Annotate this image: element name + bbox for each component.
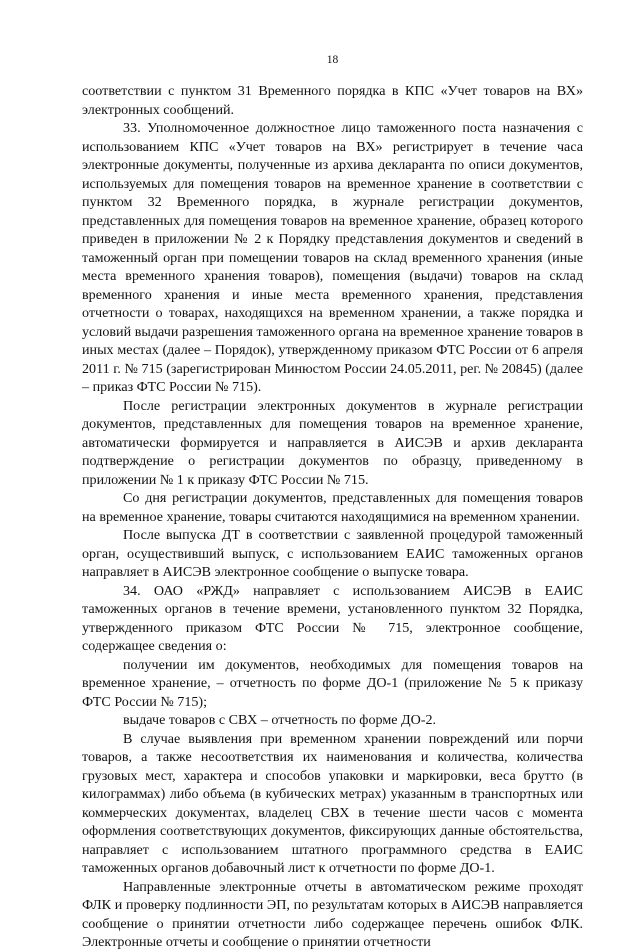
paragraph: выдаче товаров с СВХ – отчетность по форме ДО-2. [123, 712, 437, 728]
body-text [82, 82, 583, 952]
paragraph: После выпуска ДТ в соответствии с заявленной процедурой таможенный орган, осуществивший выпуск, с использованием ЕАИС таможенных органов направляет в АИСЭВ электронное сообщение о выпуске товара. [82, 527, 583, 580]
paragraph: 33. Уполномоченное должностное лицо таможенного поста назначения с использованием КПС «Учет товаров на ВХ» регистрирует в течение часа электронные документы, полученные из архива декларанта по описи документов, используемых для помещения товаров на временное хранение в соответствии с пунктом 32 Временного порядка, в журнале регистрации документов, представленных для помещения товаров на временное хранение, образец которого приведен в приложении № 2 к Порядку представления документов и сведений в таможенный орган при помещении товаров на склад временного хранения (иные места временного хранения товаров), помещения (выдачи) товаров на склад временного хранения и иные места временного хранения, представления отчетности о товарах, находящихся на временном хранении, а также порядка и условий выдачи разрешения таможенного органа на временное хранение товаров в иных местах (далее – Порядок), утвержденному приказом ФТС России от 6 апреля 2011 г. № 715 (зарегистрирован Минюстом России 24.05.2011, рег. № 20845) (далее – приказ ФТС России № 715). [82, 120, 583, 395]
paragraph: 34. ОАО «РЖД» направляет с использованием АИСЭВ в ЕАИС таможенных органов в течение времени, установленного пунктом 32 Порядка, утвержденного приказом ФТС России № 715, электронное сообщение, содержащее сведения о: [82, 582, 583, 654]
paragraph: После регистрации электронных документов в журнале регистрации документов, представленных для помещения товаров на временное хранение, автоматически формируется и направляется в АИСЭВ и архив декларанта подтверждение о регистрации документов по образцу, приведенному в приложении № 1 к приказу ФТС России № 715. [82, 397, 583, 488]
paragraph: получении им документов, необходимых для помещения товаров на временное хранение, – отчетность по форме ДО-1 (приложение № 5 к приказу ФТС России № 715); [82, 656, 583, 710]
paragraph: Направленные электронные отчеты в автоматическом режиме проходят ФЛК и проверку подлинности ЭП, по результатам которых в АИСЭВ направляется сообщение о принятии отчетности либо содержащее перечень ошибок ФЛК. Электронные отчеты и сообщение о принятии отчетности [82, 878, 583, 950]
paragraph: В случае выявления при временном хранении повреждений или порчи товаров, а также несоответствия их наименования и количества, количества грузовых мест, характера и способов упаковки и маркировки, веса брутто (в килограммах) либо объема (в кубических метрах) указанным в транспортных или коммерческих документах, владелец СВХ в течение шести часов с момента оформления соответствующих документов, фиксирующих данные обстоятельства, направляет с использованием штатного программного средства в ЕАИС таможенных органов добавочный лист к отчетности по форме ДО-1. [82, 730, 583, 876]
page-number: 18 [326, 54, 339, 66]
paragraph: соответствии с пунктом 31 Временного порядка в КПС «Учет товаров на ВХ» электронных сообщений. [82, 83, 583, 118]
paragraph: Со дня регистрации документов, представленных для помещения товаров на временное хранение, товары считаются находящимися на временном хранении. [82, 490, 583, 525]
